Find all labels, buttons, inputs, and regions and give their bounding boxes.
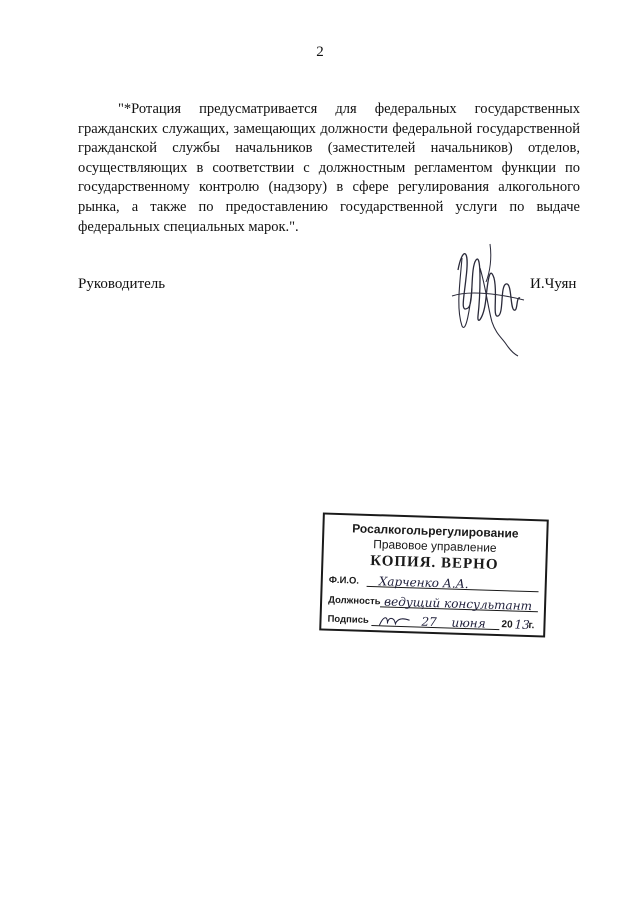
stamp-year-suffix: г. [528, 619, 535, 632]
stamp-year-value: 13 [514, 617, 530, 633]
stamp-organization: Росалкогольрегулирование [351, 521, 519, 541]
signer-title: Руководитель [78, 276, 166, 292]
stamp-sign-day: 27 [421, 614, 438, 630]
stamp-fio-label: Ф.И.О. [328, 574, 360, 587]
stamp-initials-signature-icon [377, 613, 411, 628]
stamp-sign-label: Подпись [327, 613, 369, 626]
signer-name: И.Чуян [530, 276, 577, 292]
stamp-position-label: Должность [327, 594, 381, 608]
stamp-position-value: ведущий консультант [383, 594, 533, 614]
certified-copy-stamp [319, 512, 549, 637]
stamp-year-prefix: 20 [501, 619, 513, 631]
handwritten-signature-icon [440, 238, 535, 358]
stamp-fio-value: Харченко А.А. [378, 574, 469, 592]
page-number: 2 [316, 44, 324, 60]
body-paragraph: "*Ротация предусматривается для федеральных государственных гражданских служащих, замещающих должности федеральной государственной гражданской службы начальников (заместителей начальников) отделов, осуществляющих в соответствии с должностным регламентом функции по государственному контролю (надзору) в сфере регулирования алкогольного рынка, а также по предоставлению государственной услуги по выдаче федеральных специальных марок.". [78, 101, 580, 235]
stamp-heading: КОПИЯ. ВЕРНО [369, 552, 499, 574]
stamp-department: Правовое управление [373, 537, 497, 555]
stamp-sign-month: июня [451, 615, 486, 631]
